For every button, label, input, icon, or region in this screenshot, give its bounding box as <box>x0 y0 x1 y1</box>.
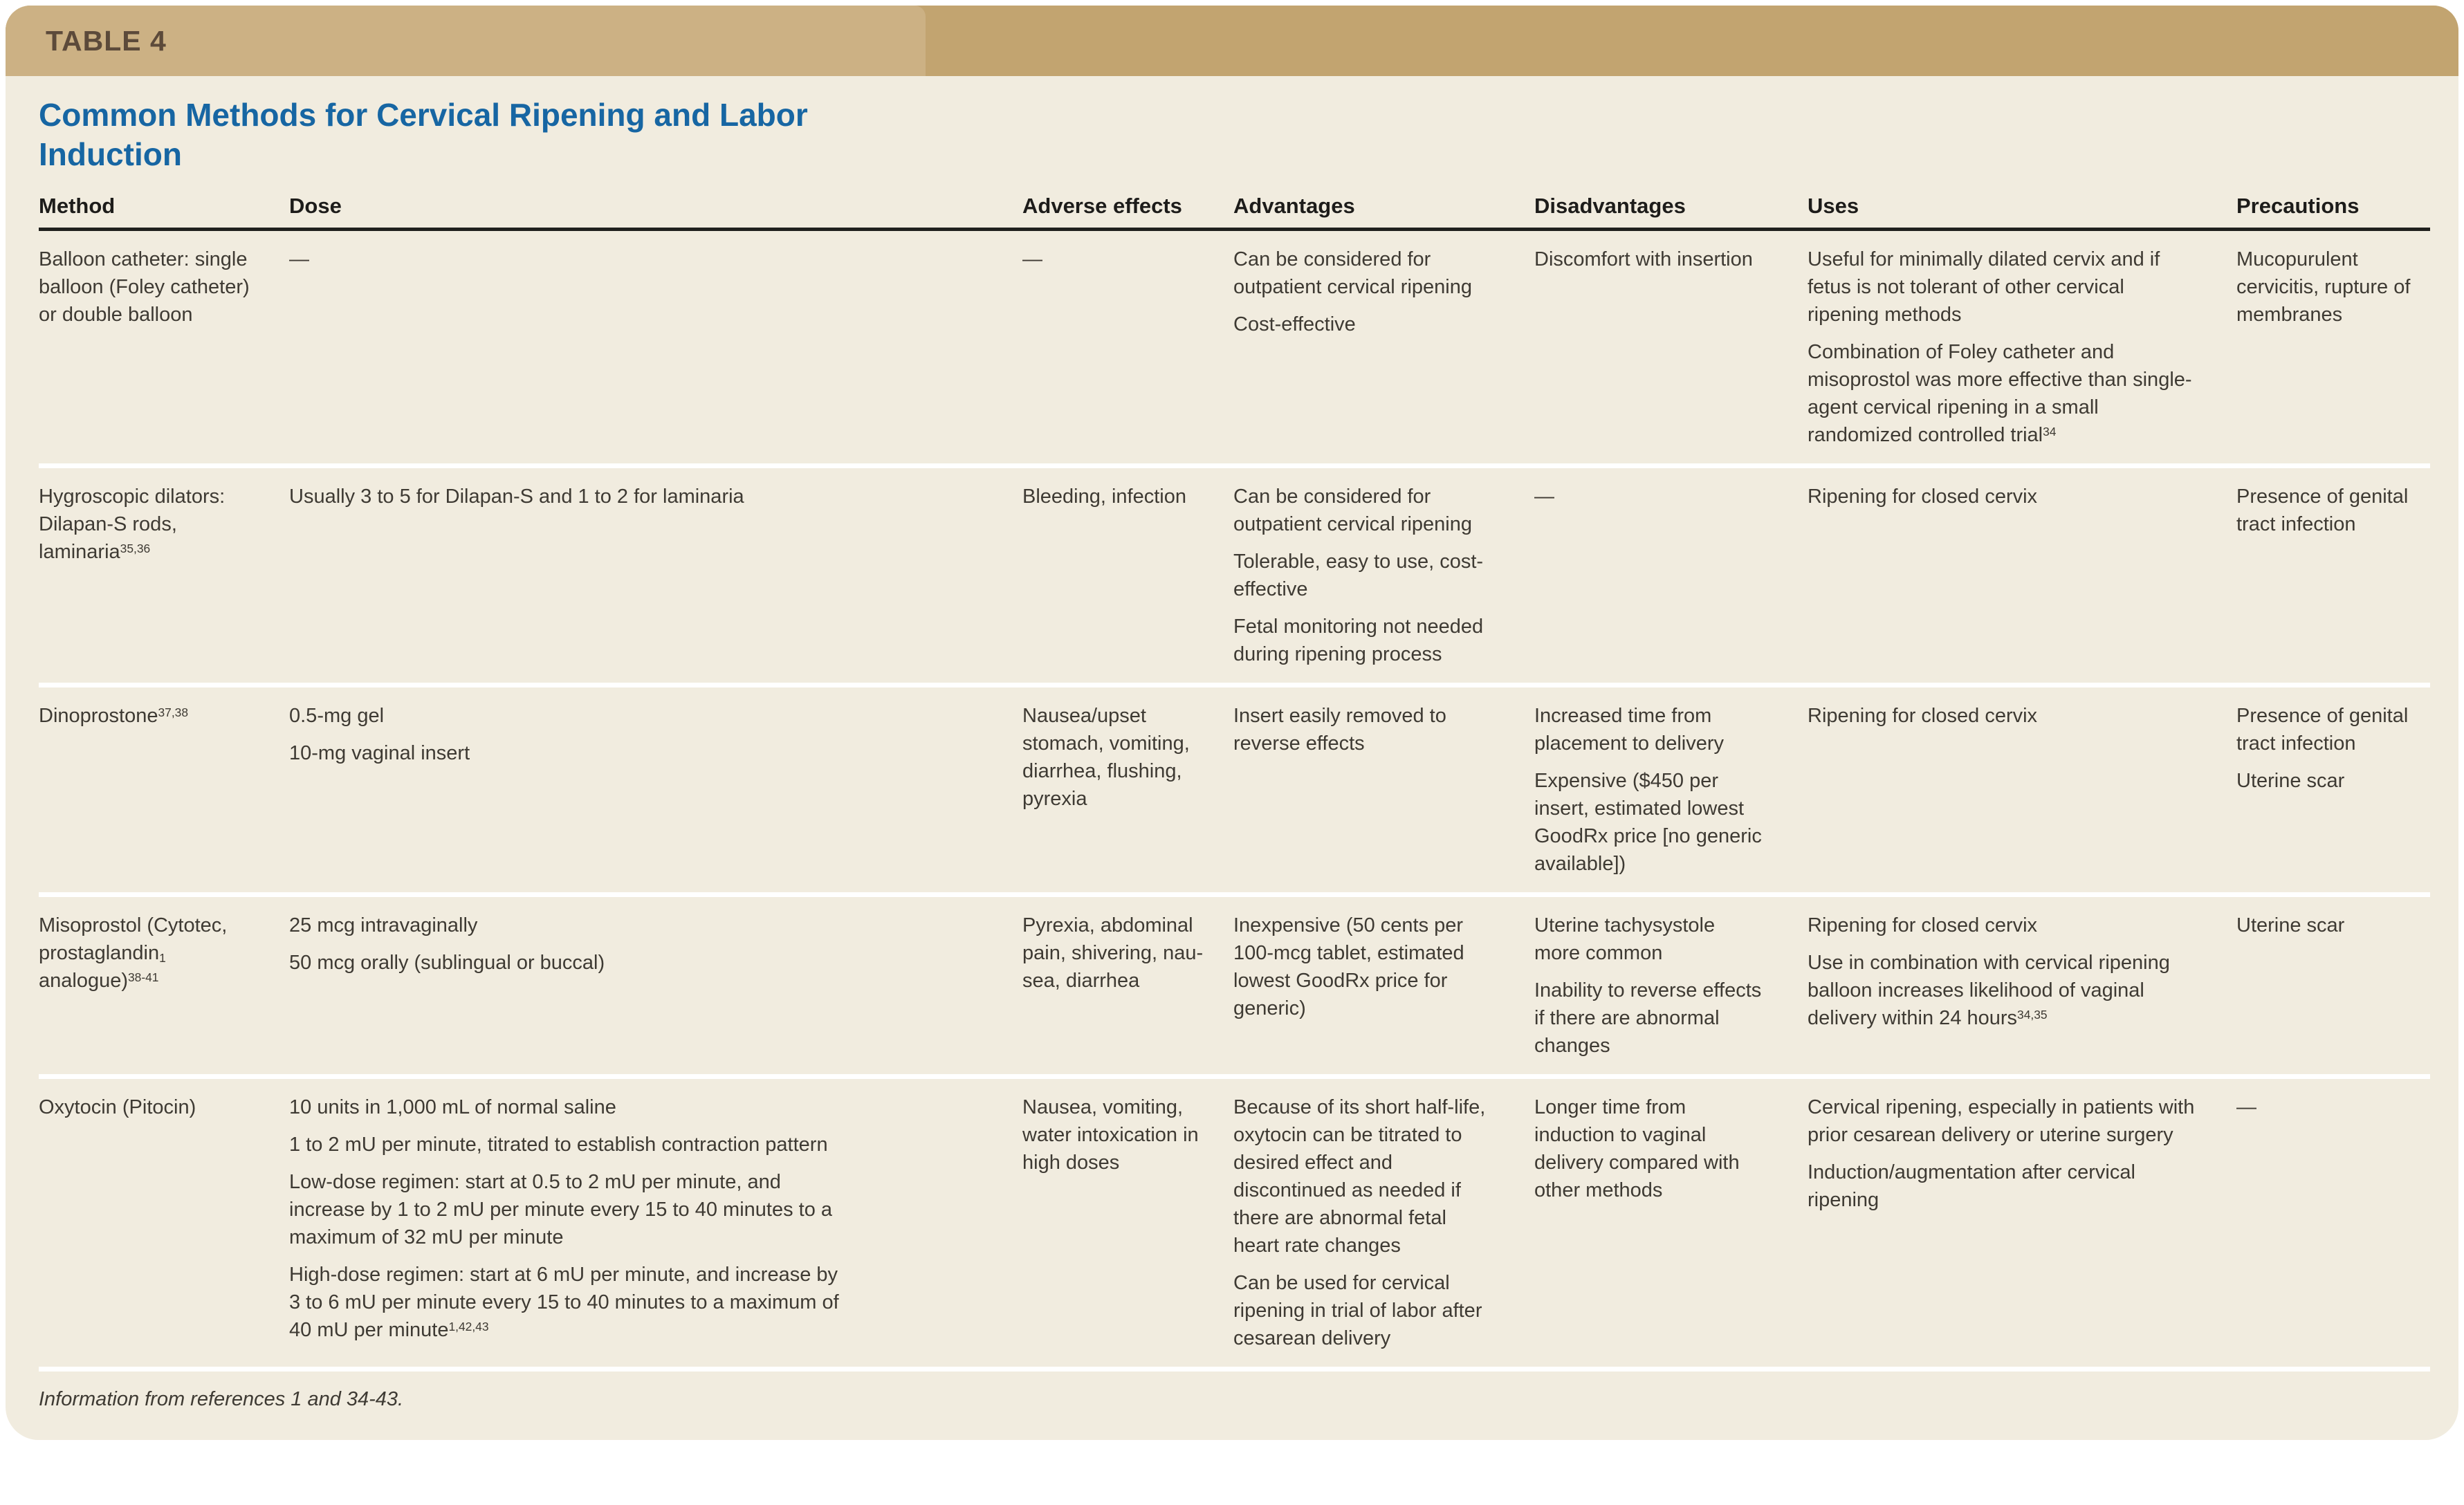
cell-disadvantages <box>1534 897 1808 1074</box>
cell-advantages <box>1233 468 1534 683</box>
cell-paragraph: Nausea/upset stomach, vomiting, diarrhea, flushing, pyrexia <box>1022 705 1190 810</box>
cell-disadvantages <box>1534 231 1808 463</box>
cell-disadvantages <box>1534 687 1808 892</box>
column-header-adverse-effects: Adverse effects <box>1022 194 1182 218</box>
table-body <box>39 231 2430 1367</box>
cell-advantages <box>1233 1079 1534 1367</box>
table-row <box>39 892 2430 1074</box>
column-header-method: Method <box>39 194 116 218</box>
table-header-band <box>6 6 2458 76</box>
cell-paragraph: Ripening for closed cervix <box>1808 705 2038 727</box>
cell-paragraph: — <box>1022 248 1042 270</box>
cell-paragraph: Ripening for closed cervix <box>1808 914 2038 936</box>
cell-uses <box>1808 231 2236 463</box>
table-row <box>39 463 2430 683</box>
cell-adverse-effects <box>1022 1079 1233 1367</box>
cell-uses <box>1808 897 2236 1074</box>
cell-paragraph: Uterine scar <box>2236 914 2345 936</box>
cell-paragraph: Dinoprostone$^{37,38}$ <box>39 705 189 727</box>
cell-paragraph: Insert easily removed to reverse effects <box>1233 705 1446 755</box>
cell-adverse-effects <box>1022 231 1233 463</box>
cell-dose <box>289 897 1022 1074</box>
cell-disadvantages <box>1534 468 1808 683</box>
cell-paragraph: Nausea, vomiting, water intoxication in high doses <box>1022 1096 1199 1174</box>
cell-paragraph: Pyrexia, abdominal pain, shivering, nausea, diarrhea <box>1022 914 1204 992</box>
cell-method <box>39 1079 289 1367</box>
column-header-advantages: Advantages <box>1233 194 1355 218</box>
cell-precautions <box>2236 231 2430 463</box>
cell-paragraph: 10 units in 1,000 mL of normal saline <box>289 1096 616 1118</box>
cell-method <box>39 468 289 683</box>
column-header-row <box>39 194 2430 231</box>
cell-paragraph: Ripening for closed cervix <box>1808 486 2038 508</box>
cell-method <box>39 897 289 1074</box>
cell-paragraph: Tolerable, easy to use, cost-effective <box>1233 551 1484 600</box>
cell-adverse-effects <box>1022 897 1233 1074</box>
cell-paragraph: Inability to reverse effects if there are abnormal changes <box>1534 979 1762 1057</box>
cell-uses <box>1808 468 2236 683</box>
cell-paragraph: Bleeding, infection <box>1022 486 1186 508</box>
cell-precautions <box>2236 468 2430 683</box>
cell-paragraph: High-dose regimen: start at 6 mU per minute, and increase by 3 to 6 mU per minute every 15 to 40 minutes to a maximum of 40 mU per minute$^{1,42,43}$ <box>289 1264 839 1341</box>
cell-paragraph: Cost-effective <box>1233 313 1356 335</box>
table-label: TABLE 4 <box>46 24 167 57</box>
cell-paragraph: 1 to 2 mU per minute, titrated to establish contraction pattern <box>289 1134 828 1156</box>
cell-paragraph: Can be considered for outpatient cervical ripening <box>1233 486 1472 535</box>
footnote-row <box>39 1367 2430 1411</box>
cell-paragraph: — <box>2236 1096 2256 1118</box>
cell-paragraph: — <box>289 248 309 270</box>
column-header-precautions: Precautions <box>2236 194 2360 218</box>
cell-paragraph: Can be considered for outpatient cervical ripening <box>1233 248 1472 298</box>
cell-paragraph: Uterine tachysystole more common <box>1534 914 1716 964</box>
table-row <box>39 683 2430 892</box>
cell-uses <box>1808 1079 2236 1367</box>
cell-dose <box>289 1079 1022 1367</box>
cell-uses <box>1808 687 2236 892</box>
cell-dose <box>289 231 1022 463</box>
cell-precautions <box>2236 1079 2430 1367</box>
table-row <box>39 231 2430 463</box>
cell-paragraph: Oxytocin (Pitocin) <box>39 1096 196 1118</box>
table-label-tab <box>6 6 926 76</box>
cell-paragraph: Expensive ($450 per insert, estimated lowest GoodRx price [no generic available]) <box>1534 770 1762 875</box>
cell-advantages <box>1233 231 1534 463</box>
cell-method <box>39 687 289 892</box>
cell-paragraph: Inexpensive (50 cents per 100-mcg tablet, estimated lowest GoodRx price for generic) <box>1233 914 1464 1019</box>
cell-paragraph: Useful for minimally dilated cervix and if fetus is not tolerant of other cervical ripening methods <box>1808 248 2160 326</box>
cell-paragraph: Can be used for cervical ripening in trial of labor after cesarean delivery <box>1233 1272 1482 1349</box>
cell-paragraph: Because of its short half-life, oxytocin can be titrated to desired effect and discontinued as needed if there are abnormal fetal heart rate changes <box>1233 1096 1486 1257</box>
cell-paragraph: Fetal monitoring not needed during ripening process <box>1233 616 1484 665</box>
column-header-uses: Uses <box>1808 194 1859 218</box>
cell-paragraph: Presence of genital tract infection <box>2236 705 2409 755</box>
cell-paragraph: Usually 3 to 5 for Dilapan-S and 1 to 2 for laminaria <box>289 486 744 508</box>
cell-paragraph: 25 mcg intravaginally <box>289 914 478 936</box>
cell-paragraph: 10-mg vaginal insert <box>289 742 470 764</box>
table-card <box>6 6 2458 1440</box>
cell-disadvantages <box>1534 1079 1808 1367</box>
column-header-dose: Dose <box>289 194 342 218</box>
cell-adverse-effects <box>1022 468 1233 683</box>
cell-paragraph: Cervical ripening, especially in patients with prior cesarean delivery or uterine surgery <box>1808 1096 2195 1146</box>
cell-advantages <box>1233 897 1534 1074</box>
cell-precautions <box>2236 687 2430 892</box>
cell-paragraph: Hygroscopic dilators: Dilapan-S rods, laminaria$^{35,36}$ <box>39 486 226 563</box>
cell-adverse-effects <box>1022 687 1233 892</box>
cell-advantages <box>1233 687 1534 892</box>
cell-paragraph: 0.5-mg gel <box>289 705 385 727</box>
table-content <box>6 95 2458 1411</box>
cell-paragraph: Mucopurulent cervicitis, rupture of membranes <box>2236 248 2411 326</box>
cell-paragraph: Presence of genital tract infection <box>2236 486 2409 535</box>
cell-precautions <box>2236 897 2430 1074</box>
footnote: Information from references 1 and 34-43. <box>39 1388 404 1410</box>
cell-paragraph: — <box>1534 486 1554 508</box>
table-row <box>39 1074 2430 1367</box>
cell-dose <box>289 468 1022 683</box>
cell-paragraph: Balloon catheter: single balloon (Foley catheter) or double balloon <box>39 248 250 326</box>
cell-paragraph: Increased time from placement to delivery <box>1534 705 1725 755</box>
column-header-disadvantages: Disadvantages <box>1534 194 1686 218</box>
cell-paragraph: Low-dose regimen: start at 0.5 to 2 mU per minute, and increase by 1 to 2 mU per minute every 15 to 40 minutes to a maximum of 32 mU per minute <box>289 1171 833 1248</box>
cell-method <box>39 231 289 463</box>
cell-paragraph: Longer time from induction to vaginal delivery compared with other methods <box>1534 1096 1740 1201</box>
cell-paragraph: Induction/augmentation after cervical ripening <box>1808 1161 2135 1211</box>
cell-paragraph: Combination of Foley catheter and misoprostol was more effective than single-agent cervical ripening in a small randomized controlled trial$^{34}$ <box>1808 341 2192 446</box>
cell-paragraph: 50 mcg orally (sublingual or buccal) <box>289 952 605 974</box>
cell-paragraph: Use in combination with cervical ripening balloon increases likelihood of vaginal delivery within 24 hours$^{34,35}$ <box>1808 952 2170 1029</box>
cell-dose <box>289 687 1022 892</box>
cell-paragraph: Discomfort with insertion <box>1534 248 1753 270</box>
cell-paragraph: Misoprostol (Cytotec, prostaglandin$_1$ analogue)$^{38-41}$ <box>39 914 228 992</box>
cell-paragraph: Uterine scar <box>2236 770 2345 792</box>
table-title: Common Methods for Cervical Ripening and Labor Induction <box>39 97 808 172</box>
